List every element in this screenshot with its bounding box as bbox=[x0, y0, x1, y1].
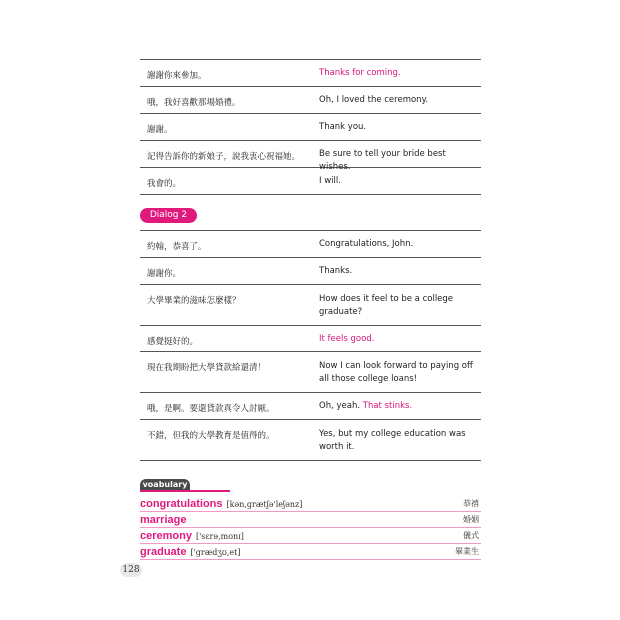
dialog-en: Now I can look forward to paying off all those college loans! bbox=[319, 361, 473, 384]
vocab-item bbox=[140, 495, 481, 512]
dialog-row bbox=[140, 352, 481, 393]
page-number: 128 bbox=[120, 563, 142, 577]
dialog-en: It feels good. bbox=[319, 334, 375, 344]
dialog-zh: 感覺挺好的。 bbox=[147, 337, 199, 347]
vocab-word: ceremony ['sɛrə,monɪ] bbox=[140, 530, 244, 542]
dialog-zh: 現在我期盼把大學貸款給還清！ bbox=[147, 363, 267, 373]
dialog-zh: 謝謝你來參加。 bbox=[147, 71, 207, 81]
dialog-row bbox=[140, 258, 481, 285]
dialog-zh: 我會的。 bbox=[147, 179, 182, 189]
dialog-row bbox=[140, 60, 481, 87]
dialog-en: Thanks. bbox=[319, 266, 353, 276]
dialog-zh: 謝謝。 bbox=[147, 125, 173, 135]
dialog-2-tag: Dialog 2 bbox=[140, 208, 197, 223]
dialog-en: How does it feel to be a college graduate? bbox=[319, 294, 454, 317]
dialog-row bbox=[140, 231, 481, 258]
dialog-zh: 記得告訴你的新娘子，說我衷心祝福她。 bbox=[147, 152, 301, 162]
vocab-ipa: ['sɛrə,monɪ] bbox=[195, 532, 244, 541]
vocab-meaning: 婚姻 bbox=[463, 515, 479, 524]
dialog-row bbox=[140, 114, 481, 141]
dialog-zh: 謝謝你。 bbox=[147, 269, 182, 279]
vocab-ipa: ['grædʒʊ,et] bbox=[190, 548, 241, 557]
vocab-word: marriage bbox=[140, 514, 187, 526]
vocab-item bbox=[140, 543, 481, 560]
dialog-row bbox=[140, 393, 481, 420]
dialog-en: I will. bbox=[319, 176, 341, 186]
dialog-zh: 約翰，恭喜了。 bbox=[147, 242, 207, 252]
dialog-1-table bbox=[140, 59, 481, 195]
dialog-row bbox=[140, 141, 481, 172]
vocabulary-underline bbox=[140, 490, 230, 492]
dialog-zh: 大學畢業的滋味怎麼樣？ bbox=[147, 296, 241, 306]
vocab-meaning: 恭禧 bbox=[463, 499, 479, 508]
dialog-row bbox=[140, 420, 481, 461]
dialog-zh: 哦，我好喜歡那場婚禮。 bbox=[147, 98, 241, 108]
dialog-en: Yes, but my college education was worth it. bbox=[319, 429, 466, 452]
vocab-word: congratulations [kən,grætʃə'leʃənz] bbox=[140, 498, 303, 510]
dialog-2-table bbox=[140, 230, 481, 461]
dialog-en: Thank you. bbox=[319, 122, 367, 132]
dialog-en: Be sure to tell your bride best wishes. bbox=[319, 149, 446, 172]
vocab-meaning: 儀式 bbox=[463, 531, 479, 540]
dialog-row bbox=[140, 168, 481, 195]
vocab-item bbox=[140, 511, 481, 528]
dialog-row bbox=[140, 326, 481, 352]
vocab-item bbox=[140, 527, 481, 544]
dialog-row bbox=[140, 285, 481, 326]
dialog-zh: 哦，是啊。要還貸款真令人討厭。 bbox=[147, 404, 275, 414]
dialog-en: Oh, yeah. That stinks. bbox=[319, 401, 413, 411]
vocab-meaning: 畢業生 bbox=[455, 547, 479, 556]
vocabulary-tag: voabulary bbox=[140, 479, 190, 490]
dialog-en: Thanks for coming. bbox=[319, 68, 401, 78]
dialog-en: Oh, I loved the ceremony. bbox=[319, 95, 429, 105]
dialog-en: Congratulations, John. bbox=[319, 239, 414, 249]
vocab-word: graduate ['grædʒʊ,et] bbox=[140, 546, 241, 558]
dialog-zh: 不錯，但我的大學教育是值得的。 bbox=[147, 431, 275, 441]
dialog-row bbox=[140, 87, 481, 114]
vocab-ipa: [kən,grætʃə'leʃənz] bbox=[226, 500, 303, 509]
